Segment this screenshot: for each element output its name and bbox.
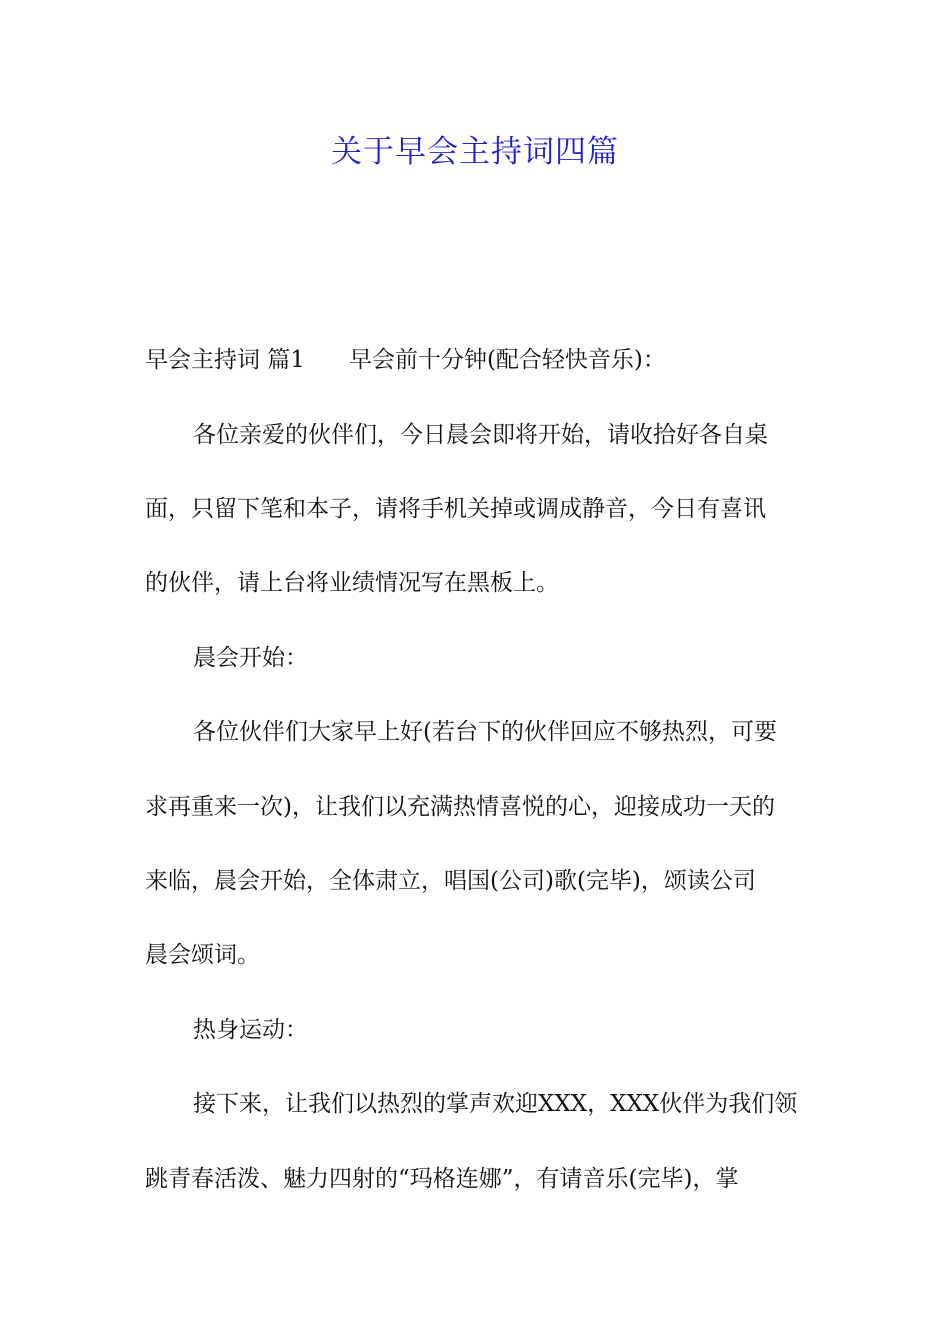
text-line: 晨会开始： — [193, 645, 308, 671]
text-line: 接下来，让我们以热烈的掌声欢迎XXX，XXX伙伴为我们领 — [193, 1091, 798, 1117]
text-segment: 早会前十分钟(配合轻快音乐)： — [348, 347, 666, 373]
text-line: 热身运动： — [193, 1017, 308, 1043]
text-line: 晨会颂词。 — [145, 942, 260, 968]
text-line: 面，只留下笔和本子，请将手机关掉或调成静音，今日有喜讯 — [145, 496, 766, 522]
text-line — [145, 342, 810, 378]
text-line: 来临，晨会开始，全体肃立，唱国(公司)歌(完毕)，颂读公司 — [145, 868, 756, 894]
document-title: 关于早会主持词四篇 — [331, 134, 619, 170]
text-line: 求再重来一次)，让我们以充满热情喜悦的心，迎接成功一天的 — [145, 794, 775, 820]
section-heading: 早会主持词 篇1 — [145, 347, 305, 373]
text-line: 各位伙伴们大家早上好(若台下的伙伴回应不够热烈，可要 — [193, 719, 777, 745]
text-line: 跳青春活泼、魅力四射的“玛格连娜”，有请音乐(完毕)，掌 — [145, 1166, 739, 1192]
text-line: 的伙伴，请上台将业绩情况写在黑板上。 — [145, 570, 559, 596]
text-line: 各位亲爱的伙伴们，今日晨会即将开始，请收拾好各自桌 — [193, 422, 768, 448]
